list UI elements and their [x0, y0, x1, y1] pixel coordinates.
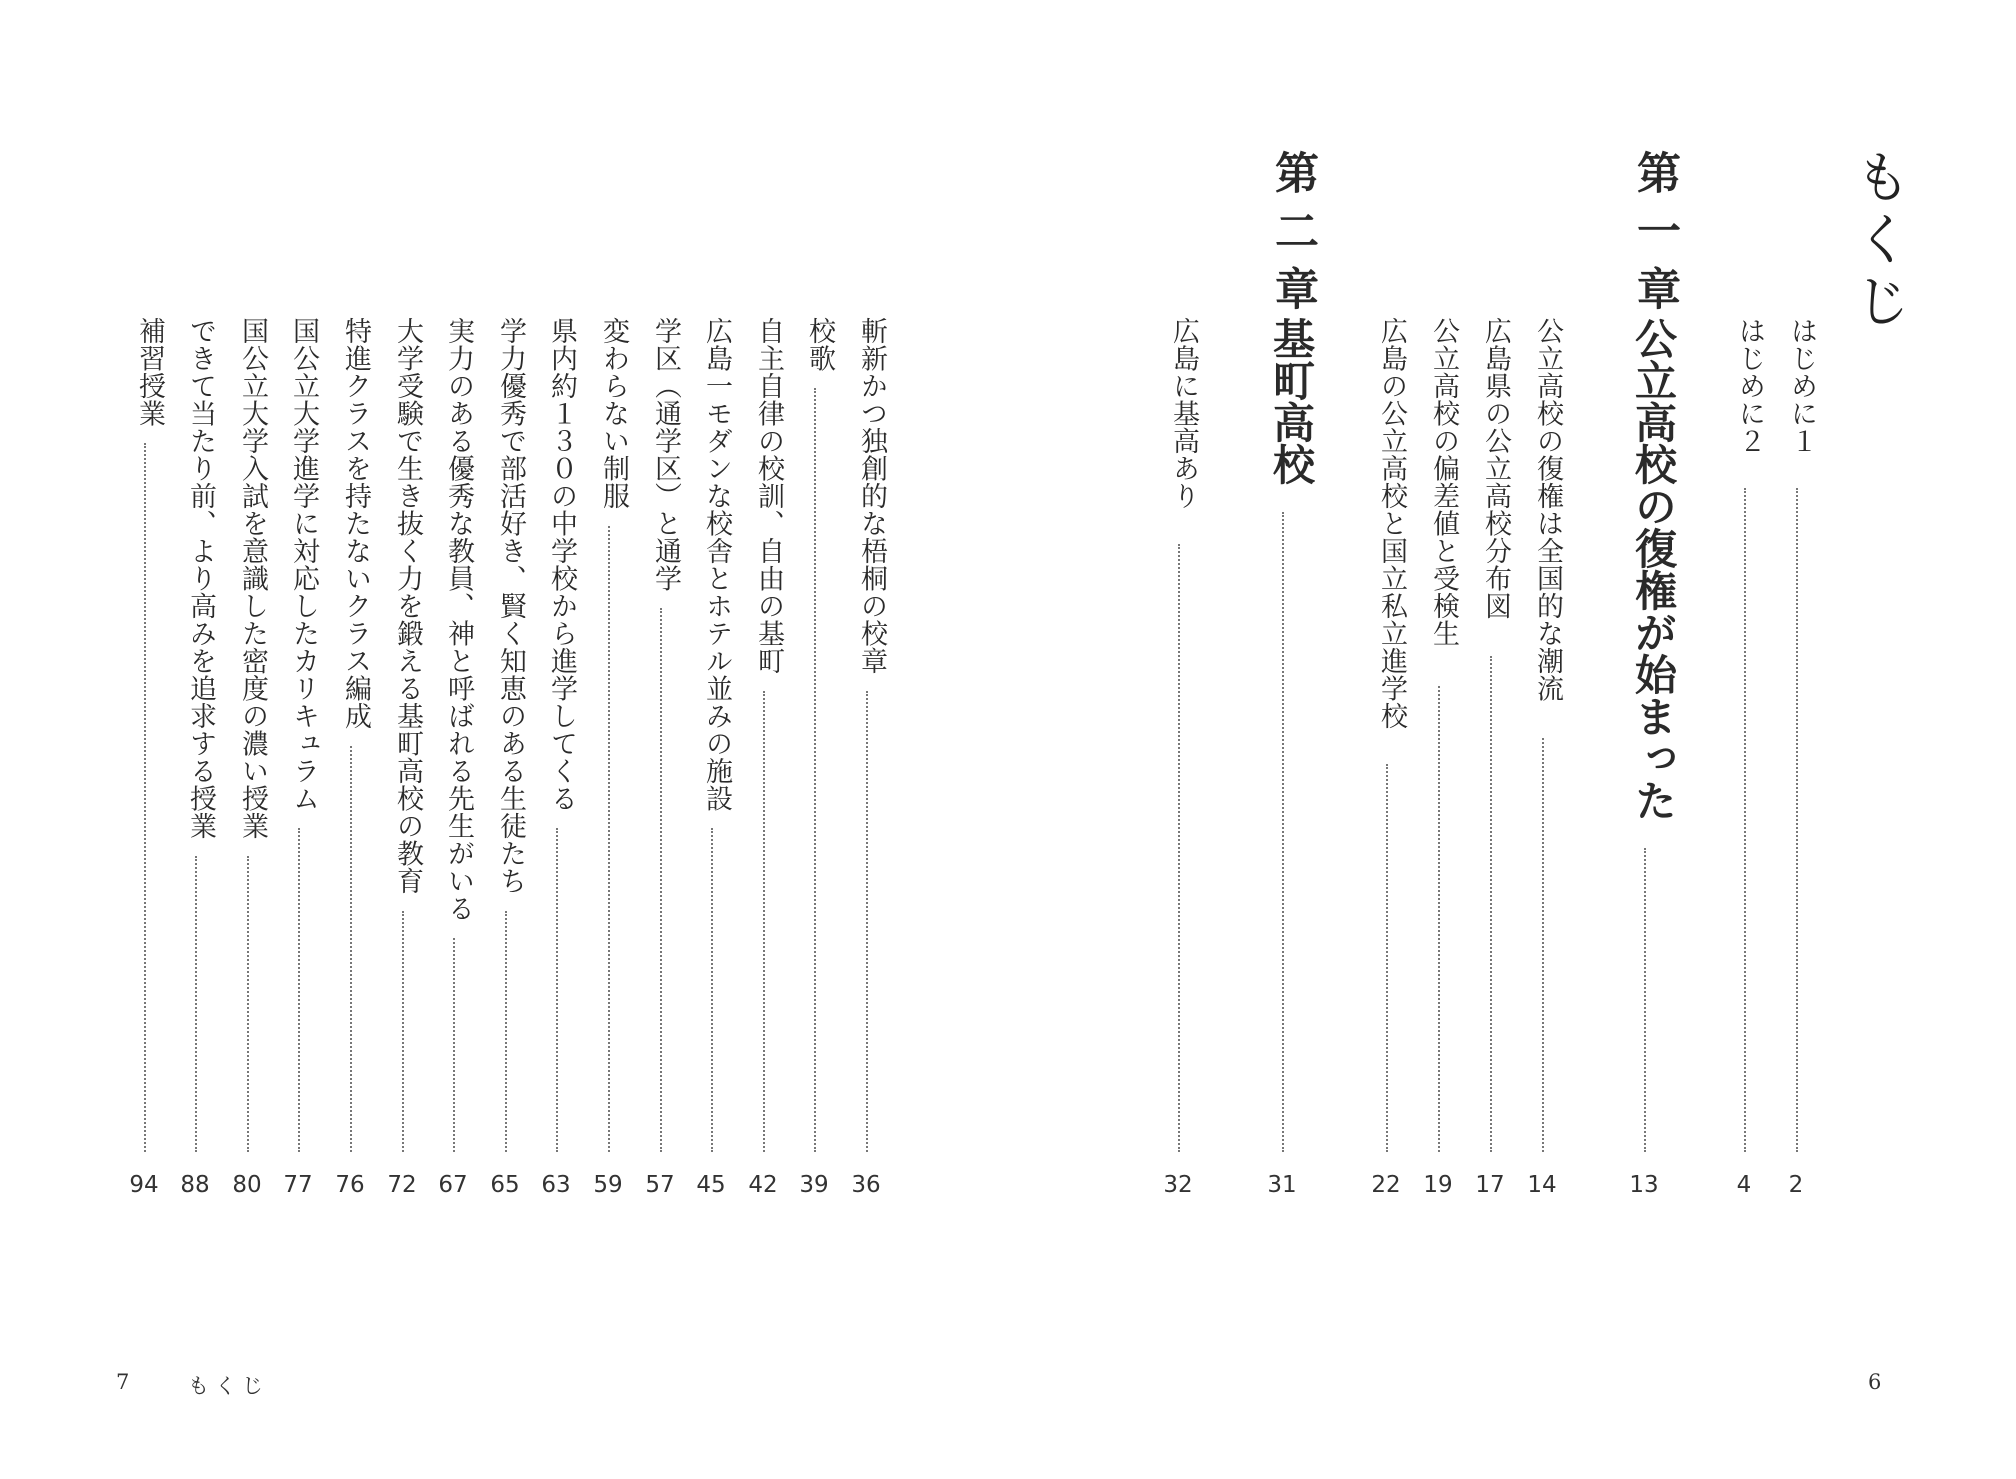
toc-entry-page-number: 72: [387, 1172, 417, 1198]
toc-entry[interactable]: [217, 0, 277, 1479]
toc-entry-title: 補習授業: [134, 317, 165, 427]
toc-entry-title: 自主自律の校訓、自由の基町: [753, 317, 784, 675]
chapter-2-heading[interactable]: [1252, 0, 1318, 1479]
dot-leader: [402, 911, 404, 1153]
toc-entry[interactable]: [423, 0, 483, 1479]
toc-entry[interactable]: [320, 0, 380, 1479]
dot-leader: [247, 856, 249, 1153]
dot-leader: [298, 828, 300, 1152]
toc-entry-page-number: 14: [1527, 1172, 1557, 1198]
dot-leader: [1744, 488, 1746, 1152]
toc-entry-page-number: 17: [1475, 1172, 1505, 1198]
toc-entry-title: 校歌: [804, 317, 835, 372]
dot-leader: [660, 608, 662, 1152]
toc-entry-page-number: 94: [129, 1172, 159, 1198]
toc-entry[interactable]: [836, 0, 896, 1479]
chapter-page-number: 13: [1629, 1172, 1659, 1198]
toc-entry-title: はじめに２: [1734, 317, 1765, 455]
chapter-1-heading[interactable]: [1614, 0, 1680, 1479]
toc-entry-page-number: 4: [1736, 1172, 1752, 1198]
dot-leader: [1386, 764, 1388, 1152]
toc-entry-title: はじめに１: [1786, 317, 1817, 455]
dot-leader: [608, 526, 610, 1153]
dot-leader: [1542, 738, 1544, 1152]
toc-entry-title: 大学受験で生き抜く力を鍛える基町高校の教育: [392, 317, 423, 895]
dot-leader: [866, 691, 868, 1153]
toc-entry-title: 学区（通学区）と通学: [650, 317, 681, 592]
toc-entry-page-number: 80: [232, 1172, 262, 1198]
running-head: もくじ: [188, 1374, 269, 1398]
toc-entry[interactable]: [372, 0, 432, 1479]
toc-entry[interactable]: [268, 0, 328, 1479]
toc-entry-page-number: 19: [1423, 1172, 1453, 1198]
chapter-title: 公立高校の復権が始まった: [1629, 317, 1678, 821]
toc-entry-page-number: 67: [438, 1172, 468, 1198]
toc-entry-title: 広島県の公立高校分布図: [1480, 317, 1511, 620]
toc-entry-intro-2[interactable]: [1714, 0, 1774, 1479]
toc-entry[interactable]: [114, 0, 174, 1479]
toc-entry-title: 広島の公立高校と国立私立進学校: [1376, 317, 1407, 730]
dot-leader: [1490, 656, 1492, 1152]
toc-entry-page-number: 32: [1163, 1172, 1193, 1198]
dot-leader: [144, 443, 146, 1152]
toc-entry[interactable]: [578, 0, 638, 1479]
folio-page-number: 6: [1868, 1370, 1882, 1394]
toc-entry-ch1-3[interactable]: [1408, 0, 1468, 1479]
dot-leader: [1178, 544, 1180, 1152]
chapter-label: 第一章: [1629, 150, 1680, 324]
toc-entry-title: 変わらない制服: [598, 317, 629, 510]
toc-entry-title: 公立高校の偏差値と受検生: [1428, 317, 1459, 647]
toc-title-column: [1840, 0, 1911, 1479]
dot-leader: [711, 828, 713, 1152]
toc-entry[interactable]: [681, 0, 741, 1479]
toc-title: もくじ: [1846, 148, 1911, 334]
toc-entry-page-number: 76: [335, 1172, 365, 1198]
toc-entry-page-number: 65: [490, 1172, 520, 1198]
chapter-page-number: 31: [1267, 1172, 1297, 1198]
dot-leader: [763, 691, 765, 1153]
toc-entry-page-number: 57: [645, 1172, 675, 1198]
toc-entry-title: 学力優秀で部活好き、賢く知恵のある生徒たち: [495, 317, 526, 895]
dot-leader: [556, 828, 558, 1152]
dot-leader: [1282, 512, 1284, 1152]
toc-entry-ch1-2[interactable]: [1460, 0, 1520, 1479]
dot-leader: [453, 938, 455, 1152]
toc-entry-title: 国公立大学入試を意識した密度の濃い授業: [237, 317, 268, 840]
toc-entry-title: 斬新かつ独創的な梧桐の校章: [856, 317, 887, 675]
toc-entry[interactable]: [475, 0, 535, 1479]
toc-entry-ch1-1[interactable]: [1512, 0, 1572, 1479]
dot-leader: [505, 911, 507, 1153]
toc-entry-page-number: 36: [851, 1172, 881, 1198]
dot-leader: [1796, 488, 1798, 1152]
folio-page-number: 7: [116, 1370, 130, 1394]
toc-entry-page-number: 63: [541, 1172, 571, 1198]
toc-entry-title: できて当たり前、より高みを追求する授業: [185, 317, 216, 840]
toc-entry-page-number: 77: [283, 1172, 313, 1198]
dot-leader: [195, 856, 197, 1153]
toc-entry-ch2-1[interactable]: [1148, 0, 1208, 1479]
toc-entry-title: 実力のある優秀な教員、神と呼ばれる先生がいる: [443, 317, 474, 922]
toc-entry-intro-1[interactable]: [1766, 0, 1826, 1479]
toc-entry-title: 特進クラスを持たないクラス編成: [340, 317, 371, 730]
toc-entry[interactable]: [733, 0, 793, 1479]
toc-entry-title: 公立高校の復権は全国的な潮流: [1532, 317, 1563, 702]
toc-entry-title: 県内約１３０の中学校から進学してくる: [546, 317, 577, 812]
chapter-title: 基町高校: [1267, 317, 1316, 485]
toc-entry-page-number: 59: [593, 1172, 623, 1198]
toc-entry-title: 広島に基高あり: [1168, 317, 1199, 510]
toc-entry-page-number: 2: [1788, 1172, 1804, 1198]
toc-entry[interactable]: [784, 0, 844, 1479]
dot-leader: [1438, 686, 1440, 1152]
dot-leader: [1644, 848, 1646, 1152]
toc-entry[interactable]: [630, 0, 690, 1479]
toc-entry[interactable]: [165, 0, 225, 1479]
toc-entry[interactable]: [526, 0, 586, 1479]
toc-entry-page-number: 42: [748, 1172, 778, 1198]
toc-entry-page-number: 39: [799, 1172, 829, 1198]
chapter-label: 第二章: [1267, 150, 1318, 324]
toc-entry-page-number: 88: [180, 1172, 210, 1198]
toc-entry-ch1-4[interactable]: [1356, 0, 1416, 1479]
toc-entry-page-number: 22: [1371, 1172, 1401, 1198]
toc-entry-title: 広島一モダンな校舎とホテル並みの施設: [701, 317, 732, 812]
toc-entry-page-number: 45: [696, 1172, 726, 1198]
dot-leader: [350, 746, 352, 1153]
toc-entry-title: 国公立大学進学に対応したカリキュラム: [288, 317, 319, 812]
dot-leader: [814, 388, 816, 1152]
